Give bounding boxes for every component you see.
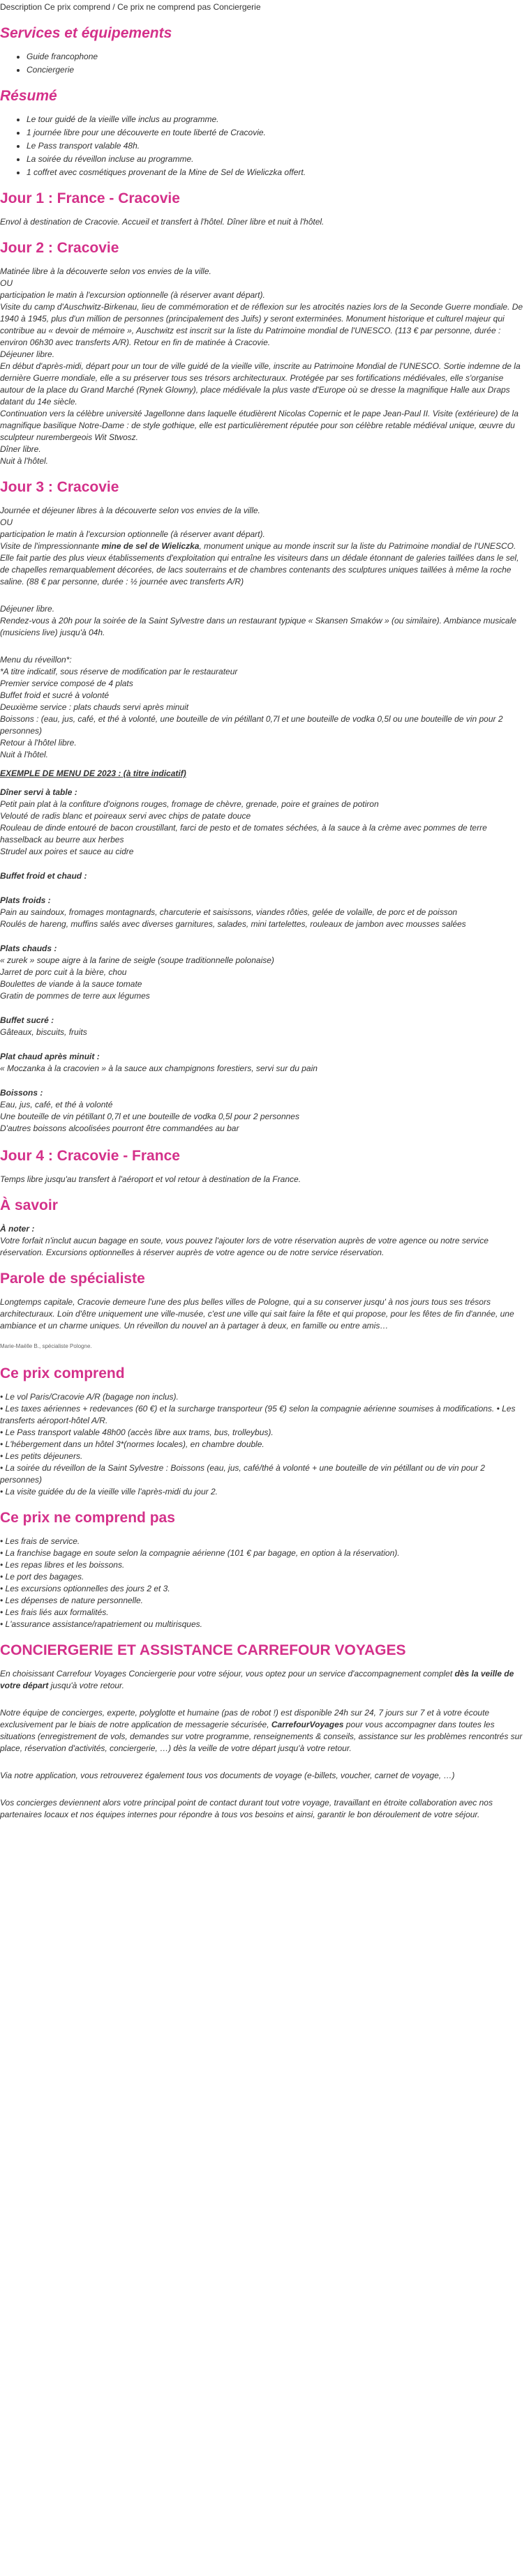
text-line: • Les dépenses de nature personnelle.: [0, 1596, 144, 1605]
menu-line: Pain au saindoux, fromages montagnards, charcuterie et saisissons, viandes rôties, gelée de volaille, de porc et de poisson: [0, 907, 458, 917]
text-segment: Visite de l'impressionnante: [0, 541, 102, 551]
text-line: Déjeuner libre.: [0, 604, 55, 614]
menu-line: Petit pain plat à la confiture d'oignons rouges, fromage de chèvre, grenade, poire et graines de potiron: [0, 799, 379, 809]
asavoir-text: Votre forfait n'inclut aucun bagage en soute, vous pouvez l'ajouter lors de votre réservation auprès de votre agence ou notre service réservation. Excursions optionnelles à réserver auprès de votre agence ou de notre service réservation.: [0, 1236, 489, 1257]
menu-section: [0, 1051, 529, 1075]
text-line: participation le matin à l'excursion optionnelle (à réserver avant départ).: [0, 529, 265, 539]
day4-text: Temps libre jusqu'au transfert à l'aéroport et vol retour à destination de la France.: [0, 1174, 301, 1184]
menu-line: Une bouteille de vin pétillant 0,7l et une bouteille de vodka 0,5l pour 2 personnes: [0, 1112, 299, 1121]
list-item: • Conciergerie: [27, 64, 529, 76]
list-item: • La soirée du réveillon incluse au programme.: [27, 153, 529, 165]
menu-section-title: Plats chauds :: [0, 944, 57, 953]
text-segment: Notre équipe de concierges, experte, polyglotte et humaine (pas de robot !) est disponible 24h sur 24, 7 jours sur 7 et à votre écoute exclusivement par le biais de notre application de messagerie sécurisée,: [0, 1708, 490, 1729]
asavoir-paragraph: [0, 1223, 529, 1259]
spacer: [0, 595, 529, 603]
text-line: Deuxième service : plats chauds servi après minuit: [0, 702, 189, 712]
list-item: • 1 coffret avec cosmétiques provenant de la Mine de Sel de Wieliczka offert.: [27, 167, 529, 179]
specialiste-text: Longtemps capitale, Cracovie demeure l'une des plus belles villes de Pologne, qui a su conserver jusqu' à nos jours tous ses trésors architecturaux. Loin d'être uniquement une ville-musée, c'est une ville qui sait faire la fête et qui propose, pour les fêtes de fin d'année, une ambiance et un charme uniques. Un réveillon du nouvel an à partager à deux, en famille ou entre amis…: [0, 1297, 514, 1331]
section-title-comprend: Ce prix comprend: [0, 1365, 125, 1381]
menu-section-title: Plat chaud après minuit :: [0, 1052, 100, 1061]
menu-section: [0, 943, 529, 1002]
text-line: Nuit à l'hôtel.: [0, 456, 48, 466]
text-line: • Les excursions optionnelles des jours 2 et 3.: [0, 1584, 170, 1593]
text-line: • Les frais liés aux formalités.: [0, 1607, 109, 1617]
mine-name: mine de sel de Wieliczka: [101, 541, 200, 551]
paragraph: [0, 1668, 529, 1692]
paragraph: [0, 1536, 529, 1630]
section-title-conciergerie: CONCIERGERIE ET ASSISTANCE CARREFOUR VOYAGES: [0, 1642, 406, 1658]
menu-line: Rouleau de dinde entouré de bacon croustillant, farci de pesto et de tomates séchées, à la sauce à la crème avec pommes de terre hasselback au beurre aux herbes: [0, 823, 487, 844]
text-line: En début d'après-midi, départ pour un tour de ville guidé de la vieille ville, inscrite au Patrimoine Mondial de l'UNESCO. Sortie indemne de la dernière Guerre mondiale, elle a su préserver tous ses trésors architecturaux. Protégée par ses fortifications médiévales, elle s'organise autour de la place du Grand Marché (Rynek Glowny), place médiévale la plus vaste d'Europe où se dresse la magnifique Halle aux Draps datant du 14e siècle.: [0, 361, 521, 407]
paragraph: [0, 540, 529, 588]
section-title-specialiste: Parole de spécialiste: [0, 1271, 145, 1287]
text-line: • Les frais de service.: [0, 1536, 80, 1546]
text-line: • La franchise bagage en soute selon la compagnie aérienne (101 € par bagage, en option à la réservation).: [0, 1548, 400, 1558]
text-line: Matinée libre à la découverte selon vos envies de la ville.: [0, 266, 211, 276]
menu-line: Gratin de pommes de terre aux légumes: [0, 991, 150, 1001]
text-line: • L'assurance assistance/rapatriement ou multirisques.: [0, 1619, 202, 1629]
paragraph: [0, 1707, 529, 1755]
menu-line: Velouté de radis blanc et poireaux servi avec chips de patate douce: [0, 811, 251, 821]
conciergerie-p3: Via notre application, vous retrouverez également tous vos documents de voyage (e-billets, voucher, carnet de voyage, …): [0, 1771, 455, 1780]
menu-line: Boulettes de viande à la sauce tomate: [0, 979, 142, 989]
list-item: • Guide francophone: [27, 51, 529, 63]
conciergerie-p4: Vos concierges deviennent alors votre principal point de contact durant tout votre voyage, travaillant en étroite collaboration avec nos partenaires locaux et nos équipes internes pour répondre à tous vos besoins et ainsi, garantir le bon déroulement de votre séjour.: [0, 1798, 493, 1819]
text-line: Buffet froid et sucré à volonté: [0, 690, 110, 700]
menu-section: [0, 1087, 529, 1135]
breadcrumb-tabs: Description Ce prix comprend / Ce prix ne comprend pas Conciergerie: [0, 2, 261, 12]
menu-line: Roulés de hareng, muffins salés avec diverses garnitures, salades, mini tartelettes, rouleaux de jambon avec mousses salées: [0, 919, 466, 929]
menu-line: Strudel aux poires et sauce au cidre: [0, 847, 134, 856]
paragraph: [0, 505, 529, 540]
text-segment: jusqu'à votre retour.: [48, 1681, 124, 1690]
menu-line: Eau, jus, café, et thé à volonté: [0, 1100, 113, 1109]
menu-2023-title: EXEMPLE DE MENU DE 2023 : (à titre indicatif): [0, 768, 186, 778]
text-line: Continuation vers la célèbre université Jagellonne dans laquelle étudièrent Nicolas Copernic et le pape Jean-Paul II. Visite (extérieure) de la magnifique basilique Notre-Dame : de style gothique, elle est particulièrement réputée pour son célèbre retable médiéval unique, œuvre du sculpteur nurembergeois Wit Stwosz.: [0, 409, 519, 442]
app-name: CarrefourVoyages: [271, 1720, 344, 1729]
asavoir-label: À noter :: [0, 1224, 35, 1234]
text-line: participation le matin à l'excursion optionnelle (à réserver avant départ).: [0, 290, 265, 300]
list-item: • Le tour guidé de la vieille ville inclus au programme.: [27, 114, 529, 126]
section-title-day3: Jour 3 : Cracovie: [0, 479, 119, 495]
text-line: OU: [0, 517, 13, 527]
text-line: • Le Pass transport valable 48h00 (accès libre aux trams, bus, trolleybus).: [0, 1427, 274, 1437]
spacer: [0, 1699, 529, 1707]
section-title-day4: Jour 4 : Cracovie - France: [0, 1148, 180, 1164]
text-line: • La soirée du réveillon de la Saint Sylvestre : Boissons (eau, jus, café/thé à volonté + une bouteille de vin pétillant ou de vin pour 2 personnes): [0, 1463, 485, 1485]
menu-section-title: Plats froids :: [0, 895, 51, 905]
text-segment: pour vous accompagner dans toutes les situations (enregistrement de vols, demandes sur votre programme, renseignements & conseils, assistance sur les problèmes rencontrés sur place, réservation d'activités, conciergerie, …) dès la veille de votre départ jusqu'à votre retour.: [0, 1720, 523, 1753]
menu-section: [0, 1015, 529, 1038]
paragraph: [0, 654, 529, 761]
text-line: Déjeuner libre.: [0, 349, 55, 359]
text-line: Rendez-vous à 20h pour la soirée de la Saint Sylvestre dans un restaurant typique « Skansen Smaków » (ou similaire). Ambiance musicale (musiciens live) jusqu'à 04h.: [0, 616, 516, 637]
text-line: Dîner libre.: [0, 444, 41, 454]
section-title-resume: Résumé: [0, 88, 57, 104]
highlight-text: dès la veille de votre départ: [0, 1669, 514, 1690]
text-line: OU: [0, 278, 13, 288]
paragraph: [0, 1391, 529, 1498]
text-line: • Les petits déjeuners.: [0, 1451, 83, 1461]
menu-line: « Moczanka à la cracovien » à la sauce aux champignons forestiers, servi sur du pain: [0, 1063, 318, 1073]
text-line: *A titre indicatif, sous réserve de modification par le restaurateur: [0, 667, 238, 676]
section-title-day1: Jour 1 : France - Cracovie: [0, 190, 180, 206]
text-line: • L'hébergement dans un hôtel 3*(normes locales), en chambre double.: [0, 1439, 264, 1449]
spacer: [0, 1789, 529, 1797]
menu-line: D'autres boissons alcoolisées pourront être commandées au bar: [0, 1123, 239, 1133]
paragraph: [0, 603, 529, 639]
paragraph: [0, 266, 529, 467]
menu-section: [0, 895, 529, 930]
list-item: • 1 journée libre pour une découverte en toute liberté de Cracovie.: [27, 127, 529, 139]
text-line: Journée et déjeuner libres à la découverte selon vos envies de la ville.: [0, 506, 260, 515]
text-line: Menu du réveillon*:: [0, 655, 72, 665]
menu-line: « zurek » soupe aigre à la farine de seigle (soupe traditionnelle polonaise): [0, 955, 274, 965]
text-line: Visite du camp d'Auschwitz-Birkenau, lieu de commémoration et de réflexion sur les atrocités nazies lors de la Seconde Guerre mondiale. De 1940 à 1945, plus d'un million de personnes (principalement des Juifs) y seront exterminées. Monument historique et culturel majeur qui contribue au « devoir de mémoire », Auschwitz est inscrit sur la liste du Patrimoine mondial de l'UNESCO. (113 € par personne, durée : environ 06h30 avec transferts A/R). Retour en fin de matinée à Cracovie.: [0, 302, 523, 347]
list-item: • Le Pass transport valable 48h.: [27, 140, 529, 152]
menu-section: [0, 870, 529, 882]
section-title-services: Services et équipements: [0, 25, 172, 41]
spacer: [0, 1761, 529, 1770]
menu-line: Gâteaux, biscuits, fruits: [0, 1027, 87, 1037]
section-title-day2: Jour 2 : Cracovie: [0, 240, 119, 256]
spacer: [0, 646, 529, 654]
text-line: Boissons : (eau, jus, café, et thé à volonté, une bouteille de vin pétillant 0,7l et une bouteille de vodka 0,5l ou une bouteille de vin pour 2 personnes): [0, 714, 503, 736]
section-title-necomprend: Ce prix ne comprend pas: [0, 1510, 175, 1526]
services-list: [0, 51, 529, 76]
text-line: Premier service composé de 4 plats: [0, 679, 133, 688]
text-line: • Les repas libres et les boissons.: [0, 1560, 125, 1570]
text-line: • Les taxes aériennes + redevances (60 €) et la surcharge transporteur (95 €) selon la compagnie aérienne soumises à modifications. • Les transferts aéroport-hôtel A/R.: [0, 1404, 516, 1425]
section-title-asavoir: À savoir: [0, 1197, 58, 1213]
menu-section-title: Dîner servi à table :: [0, 787, 77, 797]
text-line: • Le port des bagages.: [0, 1572, 84, 1582]
text-line: • La visite guidée du de la vieille ville l'après-midi du jour 2.: [0, 1487, 218, 1497]
specialiste-signature: Marie-Maëlle B., spécialiste Pologne.: [0, 1343, 92, 1349]
text-line: • Le vol Paris/Cracovie A/R (bagage non inclus).: [0, 1392, 179, 1402]
menu-line: Jarret de porc cuit à la bière, chou: [0, 967, 127, 977]
menu-section-title: Boissons :: [0, 1088, 43, 1098]
day1-text: Envol à destination de Cracovie. Accueil et transfert à l'hôtel. Dîner libre et nuit à l'hôtel.: [0, 217, 325, 227]
text-segment: , monument unique au monde inscrit sur la liste du Patrimoine mondial de l'UNESCO. Elle fait partie des plus vieux établissements d'exploitation qui entraîne les visiteurs dans un dédale étonnant de galeries taillées dans le sel, de chapelles remarquablement décorées, de lacs souterrains et de chambres contenants des sculptures uniques taillées à même la roche saline. (88 € par personne, durée : ½ journée avec transferts A/R): [0, 541, 519, 586]
text-line: Retour à l'hôtel libre.: [0, 738, 77, 748]
menu-section-title: Buffet sucré :: [0, 1015, 54, 1025]
text-line: Nuit à l'hôtel.: [0, 750, 48, 759]
text-segment: En choisissant Carrefour Voyages Conciergerie pour votre séjour, vous optez pour un service d'accompagnement complet: [0, 1669, 455, 1679]
menu-section-title: Buffet froid et chaud :: [0, 871, 87, 881]
resume-list: [0, 114, 529, 179]
menu-section: [0, 787, 529, 858]
